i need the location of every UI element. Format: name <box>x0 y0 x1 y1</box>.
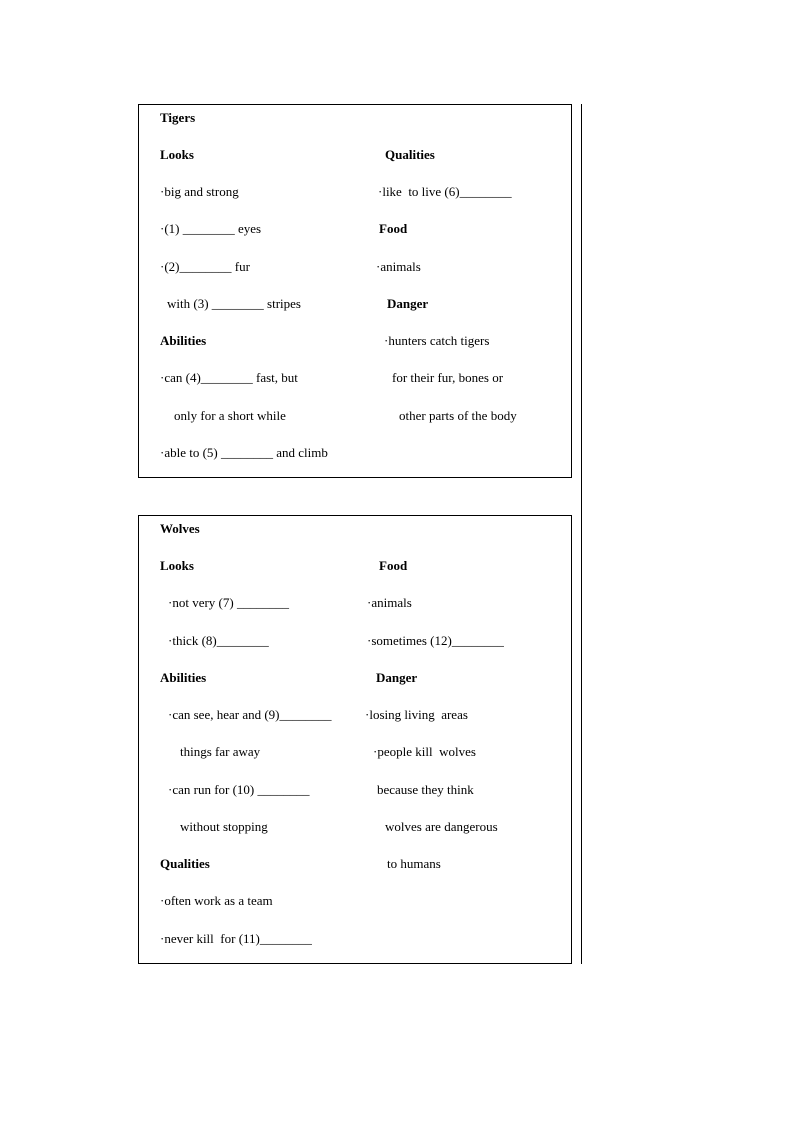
tigers-abilities-item: only for a short while <box>174 408 286 423</box>
tigers-danger-heading: Danger <box>387 296 429 311</box>
wolves-blank-7: ·not very (7) ________ <box>168 595 289 610</box>
tigers-looks-heading: Looks <box>160 147 194 162</box>
wolves-danger-item: ·losing living areas <box>365 707 468 722</box>
wolves-blank-8: ·thick (8)________ <box>168 633 269 648</box>
tigers-table <box>138 104 572 478</box>
tigers-blank-4: ·can (4)________ fast, but <box>160 370 298 385</box>
wolves-table <box>138 515 572 964</box>
wolves-blank-12: ·sometimes (12)________ <box>367 633 504 648</box>
tigers-blank-5: ·able to (5) ________ and climb <box>160 445 328 460</box>
tigers-title: Tigers <box>160 110 196 125</box>
wolves-blank-9: ·can see, hear and (9)________ <box>168 707 332 722</box>
wolves-qualities-heading: Qualities <box>160 856 210 871</box>
wolves-danger-item: to humans <box>387 856 441 871</box>
tigers-food-heading: Food <box>379 221 408 236</box>
tigers-danger-item: ·hunters catch tigers <box>384 333 490 348</box>
tigers-abilities-heading: Abilities <box>160 333 207 348</box>
wolves-blank-10: ·can run for (10) ________ <box>168 782 310 797</box>
tigers-qualities-heading: Qualities <box>385 147 435 162</box>
tigers-blank-6: ·like to live (6)________ <box>378 184 512 199</box>
wolves-abilities-item: things far away <box>180 744 261 759</box>
wolves-food-heading: Food <box>379 558 408 573</box>
wolves-blank-11: ·never kill for (11)________ <box>160 931 312 946</box>
wolves-looks-heading: Looks <box>160 558 194 573</box>
wolves-qualities-item: ·often work as a team <box>160 893 273 908</box>
tigers-food-item: ·animals <box>376 259 421 274</box>
wolves-title: Wolves <box>160 521 200 536</box>
wolves-abilities-item: without stopping <box>180 819 268 834</box>
tigers-looks-item: ·big and strong <box>160 184 239 199</box>
wolves-danger-item: ·people kill wolves <box>373 744 476 759</box>
wolves-abilities-heading: Abilities <box>160 670 207 685</box>
wolves-danger-item: wolves are dangerous <box>385 819 498 834</box>
wolves-food-item: ·animals <box>367 595 412 610</box>
tigers-blank-3: with (3) ________ stripes <box>167 296 301 311</box>
tigers-blank-1: ·(1) ________ eyes <box>160 221 262 236</box>
wolves-danger-heading: Danger <box>376 670 418 685</box>
tigers-danger-item: other parts of the body <box>399 408 517 423</box>
tigers-blank-2: ·(2)________ fur <box>160 259 250 274</box>
wolves-danger-item: because they think <box>377 782 474 797</box>
margin-rule <box>581 104 582 964</box>
tigers-danger-item: for their fur, bones or <box>392 370 504 385</box>
